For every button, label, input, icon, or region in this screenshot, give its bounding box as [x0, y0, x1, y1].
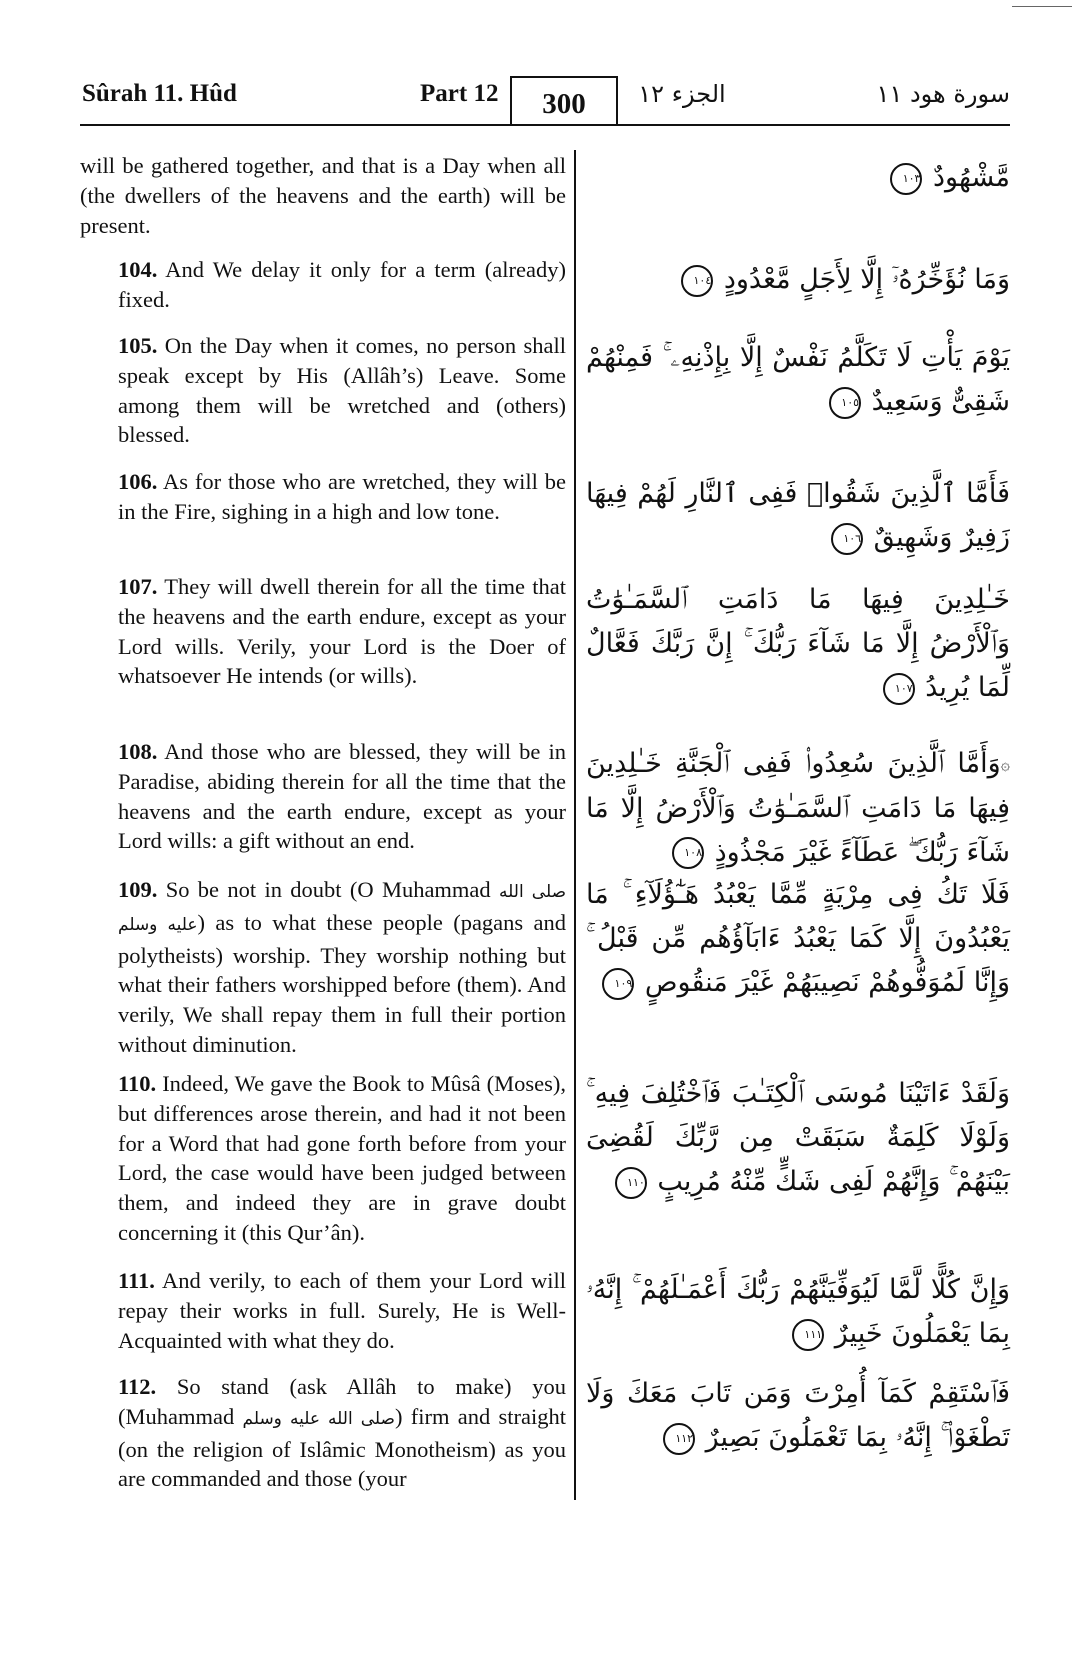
verse-text: Indeed, We gave the Book to Mûsâ (Moses), but differences arose therein, and had it not been for a Word that had gone forth before from your Lord, the case would have been judged between them, and indeed they are in grave doubt concerning it (this Qur’ân).: [118, 1071, 566, 1245]
verse-end-marker: ١٠٨: [672, 837, 704, 869]
arabic-text: وَمَا نُؤَخِّرُهُۥٓ إِلَّا لِأَجَلٍ مَّعْدُودٍ: [723, 264, 1010, 295]
verse-text: So stand (ask Allâh to make) you (Muhammad: [118, 1374, 566, 1429]
rub-el-hizb-star-icon: ۞: [1000, 754, 1010, 774]
arabic-text: وَإِنَّ كُلًّا لَّمَّا لَيُوَفِّيَنَّهُمْ رَبُّكَ أَعْمَـٰلَهُمْ ۚ إِنَّهُۥ بِمَا يَعْمَلُونَ خَبِيرٌ: [586, 1274, 1010, 1349]
page-number: 300: [510, 76, 618, 124]
verse-end-marker: ١٠٩: [602, 968, 634, 1000]
verse-text: On the Day when it comes, no person shall speak except by His (Allâh’s) Leave. Some among them will be wretched and (others) blessed.: [118, 333, 566, 448]
page-header: [82, 76, 1010, 126]
verse-number: 106.: [118, 469, 158, 494]
arabic-verse-108: [586, 742, 1010, 875]
arabic-text: خَـٰلِدِينَ فِيهَا مَا دَامَتِ ٱلسَّمَـٰوَٰتُ وَٱلْأَرْضُ إِلَّا مَا شَآءَ رَبُّكَ ۚ إِنَّ رَبَّكَ فَعَّالٌ لِّمَا يُرِيدُ: [586, 584, 1010, 703]
part-label-en: Part 12: [420, 80, 499, 107]
arabic-text: فَٱسْتَقِمْ كَمَآ أُمِرْتَ وَمَن تَابَ مَعَكَ وَلَا تَطْغَوْا۟ ۚ إِنَّهُۥ بِمَا تَعْمَلُونَ بَصِيرٌ: [586, 1378, 1010, 1453]
english-verse-110: [80, 1069, 566, 1248]
english-text: will be gathered together, and that is a Day when all (the dwellers of the heavens and the earth) will be present.: [80, 153, 566, 238]
arabic-verse-112: [586, 1372, 1010, 1460]
verse-text: They will dwell therein for all the time that the heavens and the earth endure, except as your Lord wills. Verily, your Lord is the Doer of whatsoever He intends (or wills).: [118, 574, 566, 689]
english-verse-109: [80, 875, 566, 1060]
english-verse-105: [80, 331, 566, 450]
english-verse-104: [80, 255, 566, 315]
surah-title-ar: سورة هود ١١: [876, 80, 1010, 108]
arabic-verse-103: [586, 156, 1010, 200]
verse-end-marker: ١٠٥: [829, 387, 861, 419]
verse-end-marker: ١٠٦: [831, 523, 863, 555]
verse-number: 109.: [118, 877, 158, 902]
verse-text: ) firm and straight (on the religion of Islâmic Monotheism) as you are commanded and those (your: [118, 1403, 566, 1492]
verse-number: 110.: [118, 1071, 157, 1096]
verse-end-marker: ١٠٧: [883, 673, 915, 705]
arabic-text: وَأَمَّا ٱلَّذِينَ سُعِدُوا۟ فَفِى ٱلْجَنَّةِ خَـٰلِدِينَ فِيهَا مَا دَامَتِ ٱلسَّمَـٰوَٰتُ وَٱلْأَرْضُ إِلَّا مَا شَآءَ رَبُّكَ ۖ عَطَآءً غَيْرَ مَجْذُوذٍ: [586, 748, 1010, 868]
verse-number: 112.: [118, 1374, 157, 1399]
english-verse-107: [80, 572, 566, 691]
verse-number: 105.: [118, 333, 158, 358]
arabic-verse-110: [586, 1072, 1010, 1204]
arabic-text: وَلَقَدْ ءَاتَيْنَا مُوسَى ٱلْكِتَـٰبَ فَٱخْتُلِفَ فِيهِ ۚ وَلَوْلَا كَلِمَةٌ سَبَقَتْ مِن رَّبِّكَ لَقُضِىَ بَيْنَهُمْ ۚ وَإِنَّهُمْ لَفِى شَكٍّ مِّنْهُ مُرِيبٍ: [586, 1078, 1010, 1197]
english-continuation: [80, 151, 566, 240]
verse-end-marker: ١١٢: [663, 1423, 695, 1455]
arabic-text: يَوْمَ يَأْتِ لَا تَكَلَّمُ نَفْسٌ إِلَّا بِإِذْنِهِۦ ۚ فَمِنْهُمْ شَقِىٌّ وَسَعِيدٌ: [586, 342, 1010, 417]
arabic-verse-106: [586, 472, 1010, 560]
arabic-verse-105: [586, 336, 1010, 424]
verse-number: 111.: [118, 1268, 155, 1293]
verse-end-marker: ١١١: [792, 1319, 824, 1351]
arabic-text: فَلَا تَكُ فِى مِرْيَةٍ مِّمَّا يَعْبُدُ هَـٰٓؤُلَآءِ ۚ مَا يَعْبُدُونَ إِلَّا كَمَا يَعْبُدُ ءَابَآؤُهُم مِّن قَبْلُ ۚ وَإِنَّا لَمُوَفُّوهُمْ نَصِيبَهُمْ غَيْرَ مَنقُوصٍ: [586, 879, 1010, 998]
verse-text: And those who are blessed, they will be in Paradise, abiding therein for all the time that the heavens and the earth endure, except as your Lord wills: a gift without an end.: [118, 739, 566, 854]
arabic-verse-107: [586, 578, 1010, 710]
verse-text: As for those who are wretched, they will be in the Fire, sighing in a high and low tone.: [118, 469, 566, 524]
top-corner-rule: [1012, 6, 1072, 7]
salutation-ar: صلى الله عليه وسلم: [118, 882, 567, 935]
verse-text: And We delay it only for a term (already) fixed.: [118, 257, 566, 312]
verse-text: And verily, to each of them your Lord will repay their works in full. Surely, He is Well-Acquainted with what they do.: [118, 1268, 566, 1353]
verse-text: So be not in doubt (O Muhammad: [157, 877, 500, 902]
arabic-verse-104: [586, 258, 1010, 302]
arabic-text: فَأَمَّا ٱلَّذِينَ شَقُوا۟ فَفِى ٱلنَّارِ لَهُمْ فِيهَا زَفِيرٌ وَشَهِيقٌ: [586, 478, 1010, 553]
verse-number: 107.: [118, 574, 158, 599]
verse-number: 104.: [118, 257, 158, 282]
arabic-verse-111: [586, 1268, 1010, 1356]
salutation-ar: صلى الله عليه وسلم: [242, 1408, 395, 1429]
verse-number: 108.: [118, 739, 158, 764]
part-label-ar: الجزء ١٢: [638, 80, 726, 108]
verse-text: ) as to what these people (pagans and polytheists) worship. They worship nothing but what their fathers worshipped before (them). And verily, We shall repay them in full their portion without diminution.: [118, 909, 566, 1057]
verse-end-marker: ١٠٣: [890, 163, 922, 195]
english-verse-108: [80, 737, 566, 856]
english-verse-106: [80, 467, 566, 527]
column-divider: [574, 150, 576, 1500]
arabic-verse-109: [586, 873, 1010, 1005]
header-rule: [80, 124, 1010, 126]
english-verse-111: [80, 1266, 566, 1355]
verse-end-marker: ١٠٤: [681, 265, 713, 297]
english-verse-112: [80, 1372, 566, 1494]
verse-end-marker: ١١٠: [615, 1167, 647, 1199]
surah-title-en: Sûrah 11. Hûd: [82, 80, 237, 107]
arabic-text: مَّشْهُودٌ: [933, 162, 1010, 193]
